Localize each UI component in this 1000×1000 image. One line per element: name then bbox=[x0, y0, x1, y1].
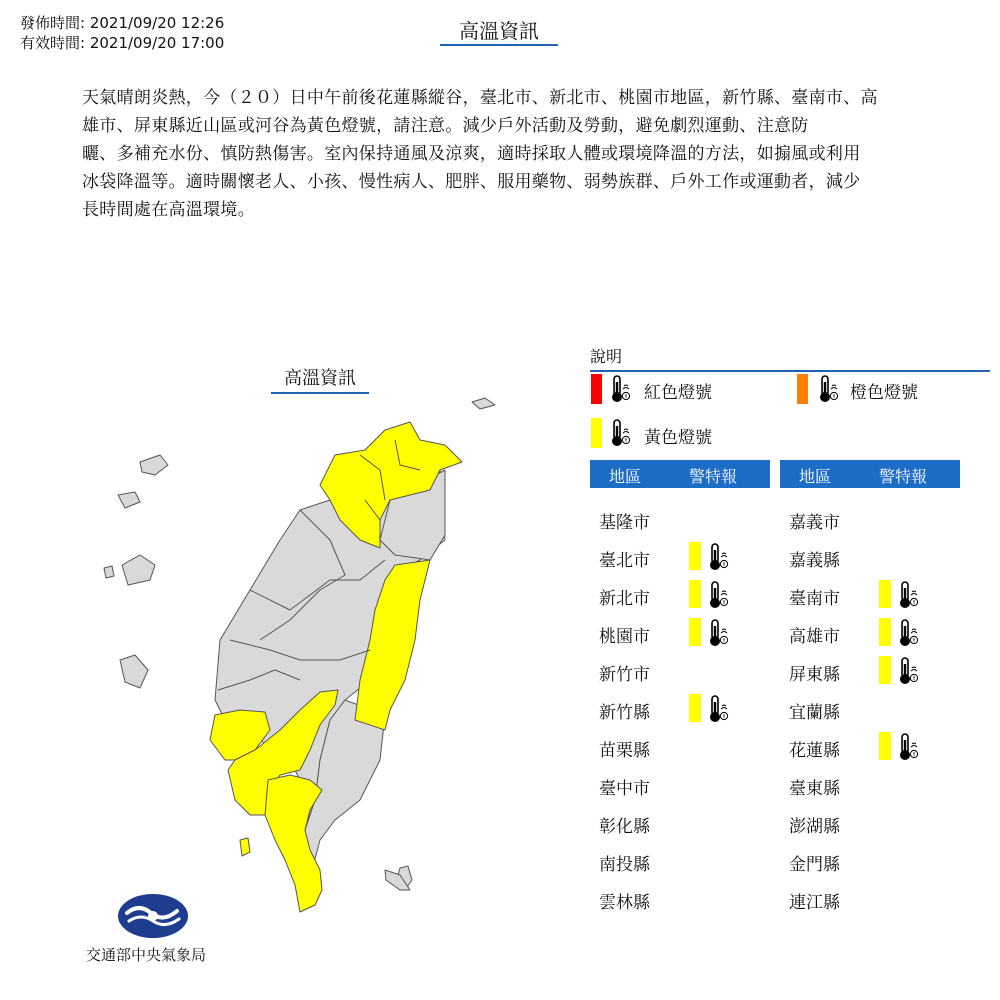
description-line: 曬、多補充水份、慎防熱傷害。室內保持通風及涼爽，適時採取人體或環境降溫的方法，如搧風或利用 bbox=[82, 144, 861, 164]
yellow-warning-marker bbox=[689, 618, 701, 646]
map-island-penghu-5 bbox=[120, 655, 148, 688]
map-island-penghu-3 bbox=[122, 555, 155, 585]
region-name: 雲林縣 bbox=[599, 893, 650, 913]
legend-title: 說明 bbox=[590, 344, 990, 372]
column-region: 地區 bbox=[799, 467, 832, 486]
yellow-warning-marker bbox=[879, 580, 891, 608]
taiwan-map bbox=[90, 390, 510, 920]
region-name: 臺東縣 bbox=[789, 779, 840, 799]
region-name: 金門縣 bbox=[789, 855, 840, 875]
thermometer-icon bbox=[896, 618, 920, 648]
description-line: 長時間處在高溫環境。 bbox=[82, 200, 255, 220]
thermometer-icon bbox=[706, 580, 730, 610]
region-name: 高雄市 bbox=[789, 627, 840, 647]
thermometer-icon bbox=[896, 656, 920, 686]
thermometer-icon bbox=[706, 694, 730, 724]
region-name: 新竹縣 bbox=[599, 703, 650, 723]
description-line: 雄市、屏東縣近山區或河谷為黃色燈號，請注意。減少戶外活動及勞動，避免劇烈運動、注意防 bbox=[82, 116, 809, 136]
region-name: 臺北市 bbox=[599, 551, 650, 571]
description-line: 冰袋降溫等。適時關懷老人、小孩、慢性病人、肥胖、服用藥物、弱勢族群、戶外工作或運動者，減少 bbox=[82, 172, 861, 192]
thermometer-icon bbox=[608, 418, 632, 448]
region-name: 嘉義縣 bbox=[789, 551, 840, 571]
region-name: 新北市 bbox=[599, 589, 650, 609]
column-warning: 警特報 bbox=[879, 467, 928, 486]
region-name: 南投縣 bbox=[599, 855, 650, 875]
map-island-penghu-2 bbox=[118, 492, 140, 508]
yellow-warning-marker bbox=[879, 618, 891, 646]
region-name: 屏東縣 bbox=[789, 665, 840, 685]
map-title: 高溫資訊 bbox=[271, 366, 369, 394]
yellow-warning-marker bbox=[689, 580, 701, 608]
legend-orange-label: 橙色燈號 bbox=[850, 383, 918, 403]
yellow-warning-marker bbox=[879, 656, 891, 684]
description-line: 天氣晴朗炎熱，今（２０）日中午前後花蓮縣縱谷，臺北市、新北市、桃園市地區，新竹縣、臺南市、高 bbox=[82, 88, 878, 108]
table-header-right bbox=[780, 460, 960, 488]
region-name: 苗栗縣 bbox=[599, 741, 650, 761]
region-name: 嘉義市 bbox=[789, 513, 840, 533]
region-name: 澎湖縣 bbox=[789, 817, 840, 837]
region-name: 臺南市 bbox=[789, 589, 840, 609]
valid-time: 有效時間: 2021/09/20 17:00 bbox=[20, 34, 225, 52]
region-name: 花蓮縣 bbox=[789, 741, 840, 761]
region-name: 基隆市 bbox=[599, 513, 650, 533]
thermometer-icon bbox=[896, 580, 920, 610]
yellow-warning-marker bbox=[689, 694, 701, 722]
yellow-warning-marker bbox=[689, 542, 701, 570]
region-name: 連江縣 bbox=[789, 893, 840, 913]
legend-orange-swatch bbox=[797, 374, 808, 404]
map-island-penghu-4 bbox=[104, 566, 114, 578]
legend-yellow-swatch bbox=[591, 418, 602, 448]
region-name: 臺中市 bbox=[599, 779, 650, 799]
issue-time: 發佈時間: 2021/09/20 12:26 bbox=[20, 14, 225, 32]
thermometer-icon bbox=[706, 542, 730, 572]
page-title: 高溫資訊 bbox=[440, 18, 558, 46]
agency-name: 交通部中央氣象局 bbox=[86, 946, 207, 964]
map-island-turtle bbox=[472, 398, 495, 409]
legend-red-label: 紅色燈號 bbox=[644, 383, 712, 403]
legend-red-swatch bbox=[591, 374, 602, 404]
thermometer-icon bbox=[608, 374, 632, 404]
map-island-liuqiu bbox=[240, 838, 250, 856]
thermometer-icon bbox=[896, 732, 920, 762]
region-name: 新竹市 bbox=[599, 665, 650, 685]
thermometer-icon bbox=[706, 618, 730, 648]
legend-yellow-label: 黃色燈號 bbox=[644, 428, 712, 448]
yellow-warning-marker bbox=[879, 732, 891, 760]
region-name: 彰化縣 bbox=[599, 817, 650, 837]
column-warning: 警特報 bbox=[689, 467, 738, 486]
column-region: 地區 bbox=[609, 467, 642, 486]
region-name: 宜蘭縣 bbox=[789, 703, 840, 723]
region-name: 桃園市 bbox=[599, 627, 650, 647]
cwb-logo-icon bbox=[117, 893, 189, 939]
table-header-left bbox=[590, 460, 770, 488]
description bbox=[82, 84, 912, 224]
map-island-penghu-1 bbox=[140, 455, 168, 475]
thermometer-icon bbox=[816, 374, 840, 404]
